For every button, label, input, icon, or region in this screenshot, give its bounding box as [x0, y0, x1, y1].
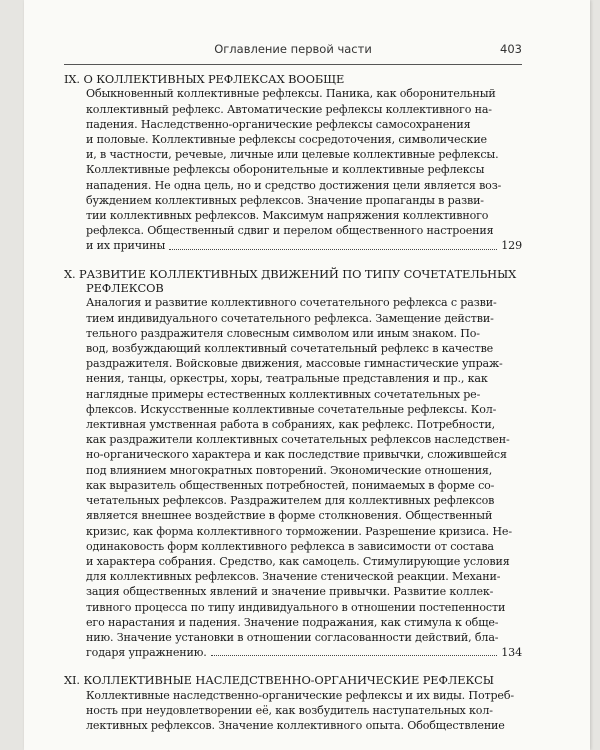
summary-line: Коллективные наследственно-органические рефлексы и их виды. Потреб-: [86, 688, 514, 702]
page-number: 403: [500, 42, 522, 56]
summary-line: наглядные примеры естественных коллективных сочетательных ре-: [86, 387, 481, 401]
summary-line: рефлекса. Общественный сдвиг и перелом общественного настроения: [86, 224, 494, 238]
summary-line: тельного раздражителя словесным символом или иным знаком. По-: [86, 326, 480, 340]
summary-line: Аналогия и развитие коллективного сочетательного рефлекса с разви-: [86, 296, 497, 310]
summary-line: тием индивидуального сочетательного рефлекса. Замещение действи-: [86, 311, 494, 325]
header-rule: [64, 64, 522, 65]
section-page-number[interactable]: 129: [501, 239, 522, 253]
section-page-number[interactable]: 134: [501, 646, 522, 660]
summary-line: раздражителя. Войсковые движения, массовые гимнастические упраж-: [86, 357, 503, 371]
summary-line: ность при неудовлетворении её, как возбудитель наступательных кол-: [86, 703, 493, 717]
summary-line: флексов. Искусственные коллективные сочетательные рефлексы. Кол-: [86, 402, 497, 416]
summary-line: и, в частности, речевые, личные или целевые коллективные рефлексы.: [86, 148, 499, 162]
dot-leader: [169, 249, 497, 250]
toc-entry-leader: [86, 645, 522, 660]
summary-line: тии коллективных рефлексов. Максимум напряжения коллективного: [86, 209, 489, 223]
header-title: Оглавление первой части: [214, 42, 372, 56]
section-summary: [64, 86, 522, 253]
summary-line: зация общественных явлений и значение привычки. Развитие коллек-: [86, 585, 494, 599]
summary-line: нападения. Не одна цель, но и средство достижения цели является воз-: [86, 178, 502, 192]
summary-line: лективная умственная работа в собраниях, как рефлекс. Потребности,: [86, 418, 496, 432]
section-summary: [64, 688, 522, 734]
summary-line: под влиянием многократных повторений. Экономические отношения,: [86, 463, 493, 477]
summary-line: но-органического характера и как последствие привычки, сложившейся: [86, 448, 507, 462]
section-title: [64, 72, 522, 86]
running-header: [64, 42, 522, 62]
summary-line: для коллективных рефлексов. Значение стенической реакции. Механи-: [86, 570, 501, 584]
summary-line: как раздражители коллективных сочетательных рефлексов наследствен-: [86, 433, 510, 447]
section-title: [64, 267, 522, 296]
summary-line: лективных рефлексов. Значение коллективного опыта. Обобществление: [86, 719, 505, 733]
summary-line: тивного процесса по типу индивидуального в отношении постепенности: [86, 600, 506, 614]
summary-line: падения. Наследственно-органические рефлексы самосохранения: [86, 117, 471, 131]
toc-section: [64, 267, 522, 661]
summary-line: кризис, как форма коллективного торможении. Разрешение кризиса. Не-: [86, 524, 512, 538]
summary-line: является внешнее воздействие в форме столкновения. Общественный: [86, 509, 493, 523]
book-page: [24, 0, 590, 750]
toc-section: [64, 673, 522, 733]
summary-line: и характера собрания. Средство, как самоцель. Стимулирующие условия: [86, 554, 510, 568]
summary-line: Коллективные рефлексы оборонительные и коллективные рефлексы: [86, 163, 485, 177]
summary-line: и половые. Коллективные рефлексы сосредоточения, символические: [86, 133, 487, 147]
summary-line: вод, возбуждающий коллективный сочетательный рефлекс в качестве: [86, 342, 494, 356]
section-title-line: X. РАЗВИТИЕ КОЛЛЕКТИВНЫХ ДВИЖЕНИЙ ПО ТИПУ СОЧЕТАТЕЛЬНЫХ: [64, 266, 517, 281]
summary-line: как выразитель общественных потребностей, понимаемых в форме со-: [86, 478, 495, 492]
toc-entry-leader: [86, 238, 522, 253]
toc-section: [64, 72, 522, 254]
summary-line: его нарастания и падения. Значение подражания, как стимула к обще-: [86, 615, 499, 629]
summary-line: годаря упражнению.: [86, 646, 207, 660]
summary-line: буждением коллективных рефлексов. Значение пропаганды в разви-: [86, 193, 484, 207]
section-title-line: РЕФЛЕКСОВ: [86, 281, 164, 296]
table-of-contents: [64, 72, 522, 746]
section-title-line: IX. О КОЛЛЕКТИВНЫХ РЕФЛЕКСАХ ВООБЩЕ: [64, 72, 345, 86]
dot-leader: [211, 655, 498, 656]
summary-line: одинаковость форм коллективного рефлекса в зависимости от состава: [86, 539, 494, 553]
summary-line: четательных рефлексов. Раздражителем для коллективных рефлексов: [86, 494, 495, 508]
summary-line: коллективный рефлекс. Автоматические рефлексы коллективного на-: [86, 102, 492, 116]
summary-line: нию. Значение установки в отношении согласованности действий, бла-: [86, 630, 499, 644]
summary-line: Обыкновенный коллективные рефлексы. Паника, как оборонительный: [86, 87, 496, 101]
section-title: [64, 673, 522, 687]
section-summary: [64, 295, 522, 660]
section-title-line: XI. КОЛЛЕКТИВНЫЕ НАСЛЕДСТВЕННО-ОРГАНИЧЕСКИЕ РЕФЛЕКСЫ: [64, 673, 494, 688]
summary-line: и их причины: [86, 239, 166, 253]
summary-line: нения, танцы, оркестры, хоры, театральные представления и пр., как: [86, 372, 488, 386]
